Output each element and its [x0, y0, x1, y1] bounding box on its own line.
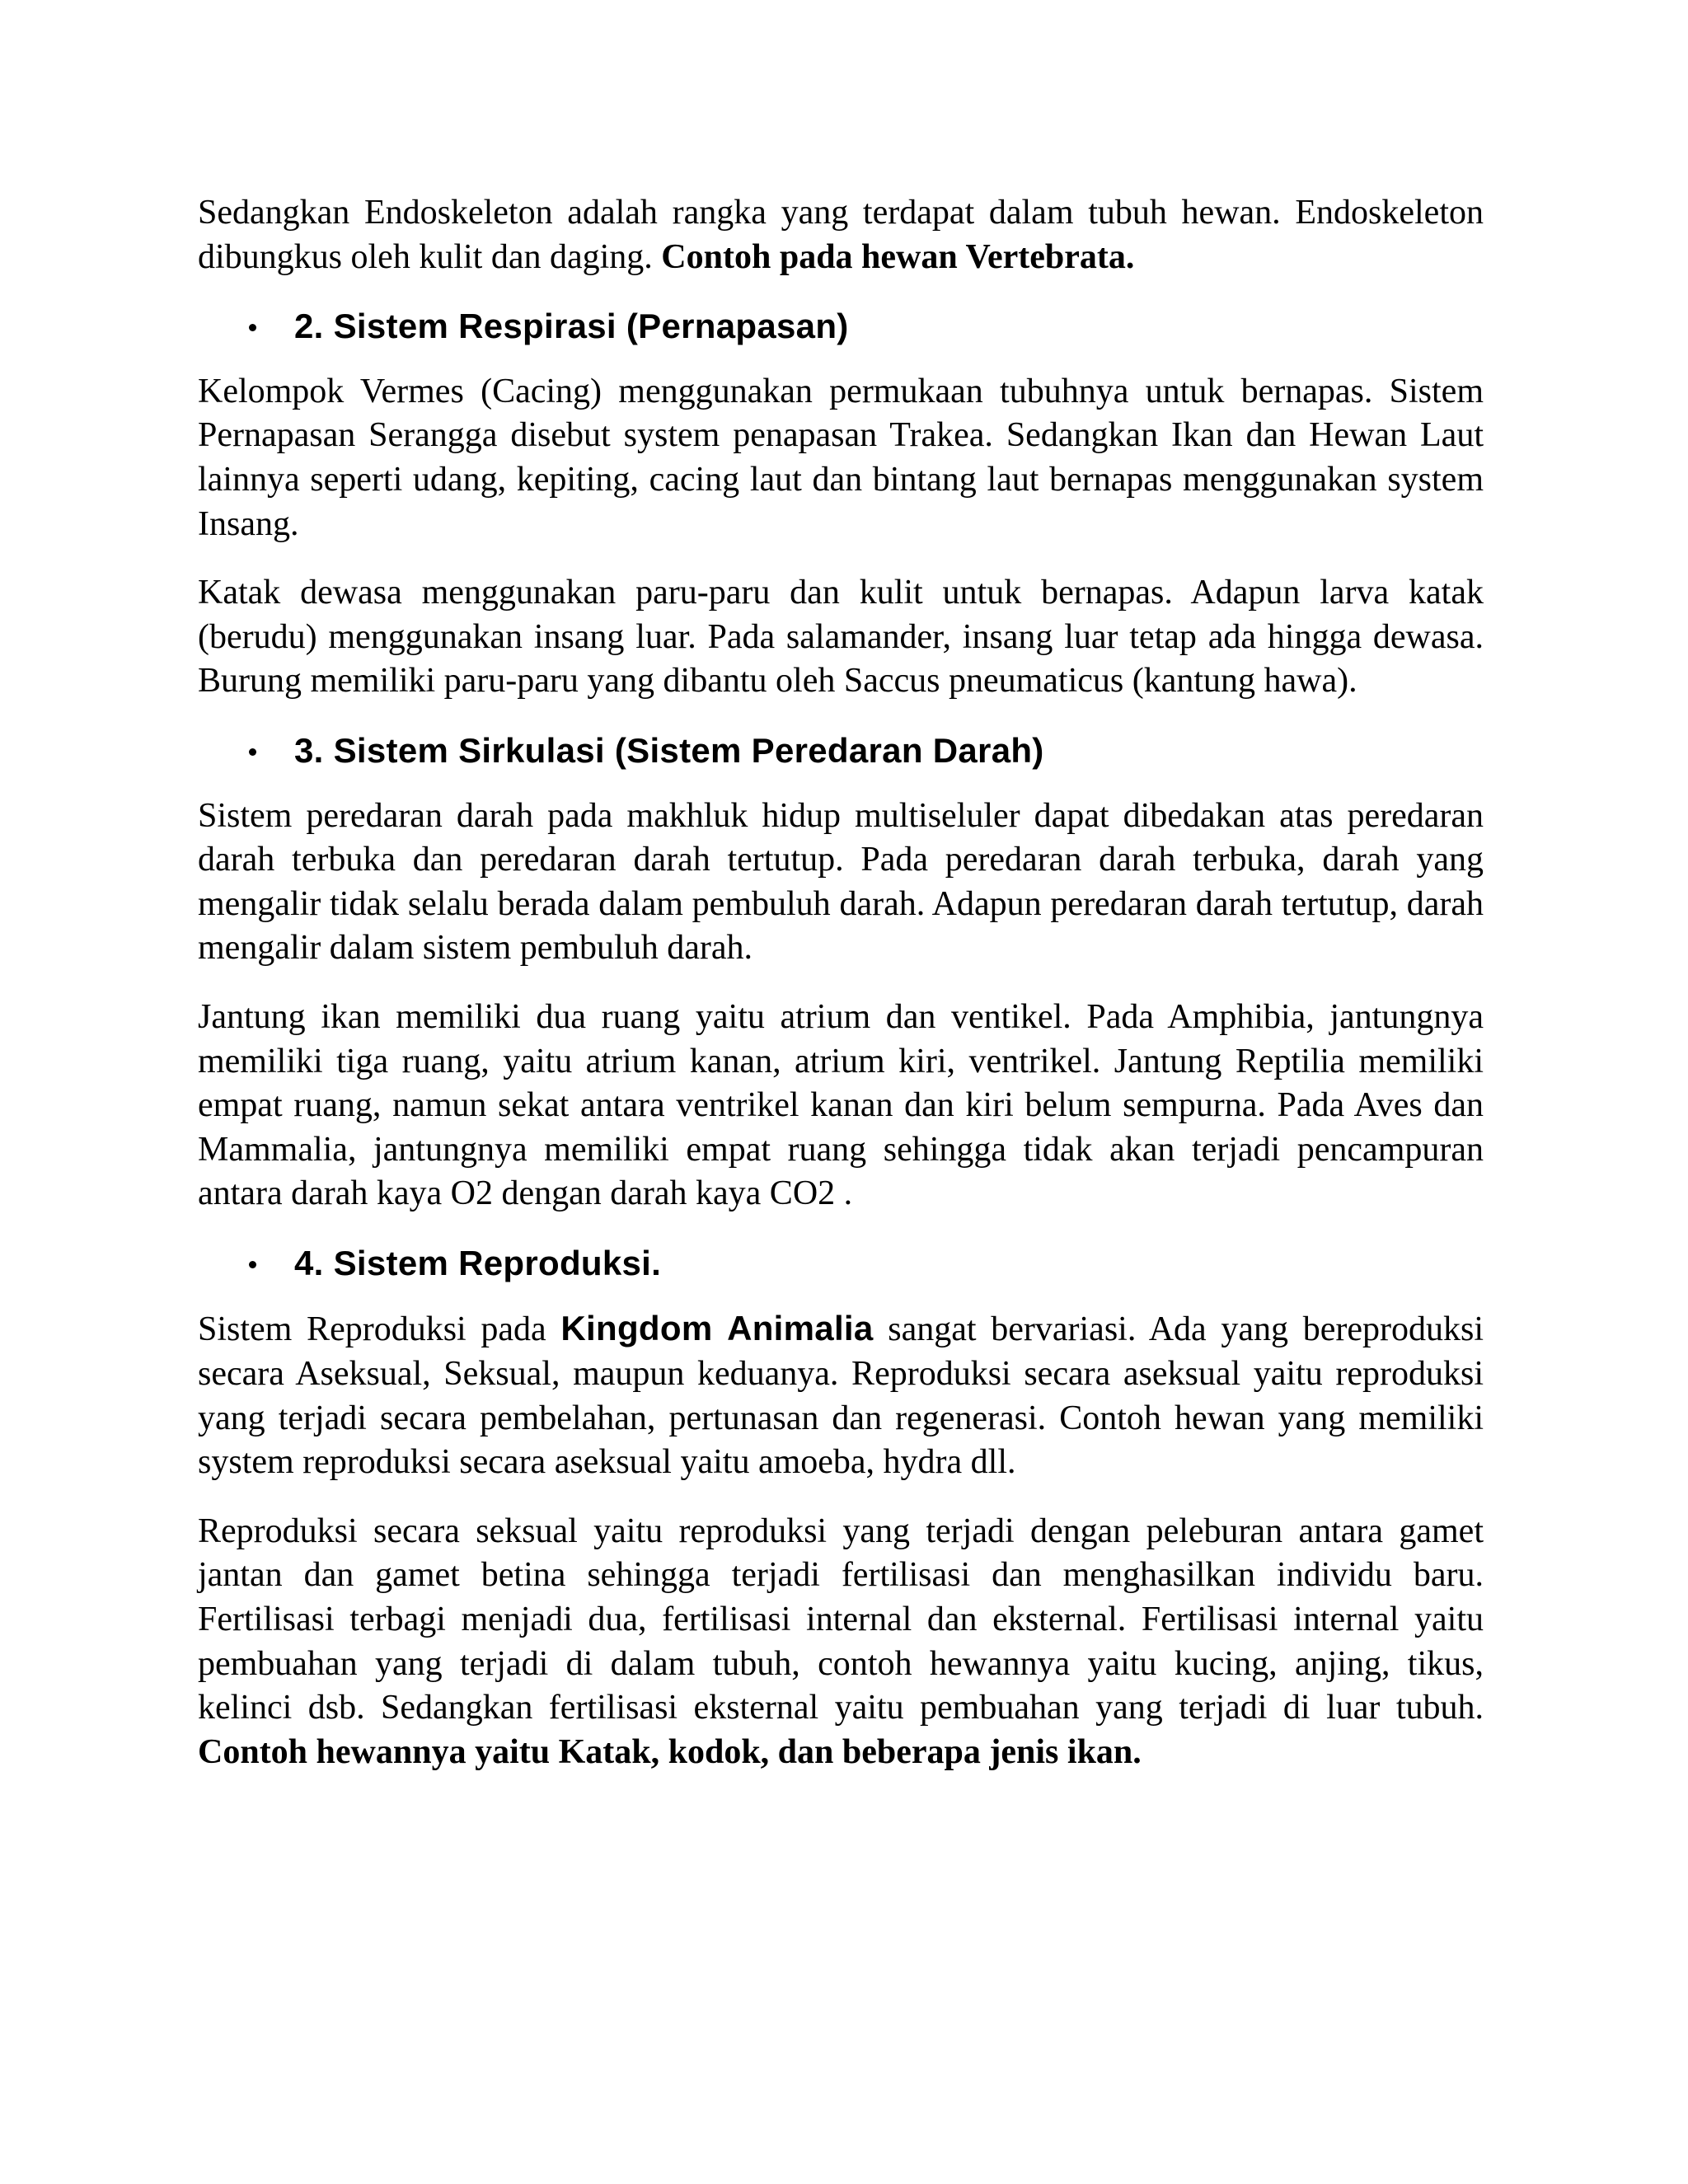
- reproduksi-text-pre: Sistem Reproduksi pada: [198, 1310, 561, 1349]
- paragraph-reproduksi-aseksual: [198, 1306, 1484, 1484]
- heading-sirkulasi: [198, 729, 1484, 773]
- bullet-icon: [249, 748, 256, 756]
- heading-respirasi-text: 2. Sistem Respirasi (Pernapasan): [294, 307, 849, 346]
- heading-sirkulasi-text: 3. Sistem Sirkulasi (Sistem Peredaran Darah): [294, 730, 1044, 770]
- heading-reproduksi-text: 4. Sistem Reproduksi.: [294, 1243, 662, 1282]
- document-page: [198, 191, 1484, 1799]
- paragraph-endoskeleton: [198, 191, 1484, 279]
- paragraph-respirasi-vermes: Kelompok Vermes (Cacing) menggunakan permukaan tubuhnya untuk bernapas. Sistem Pernapasan Serangga disebut system penapasan Trakea. Sedangkan Ikan dan Hewan Laut lainnya seperti udang, kepiting, cacing laut dan bintang laut bernapas menggunakan system Insang.: [198, 372, 1484, 543]
- seksual-text: Reproduksi secara seksual yaitu reproduksi yang terjadi dengan peleburan antara gamet jantan dan gamet betina sehingga terjadi fertilisasi dan menghasilkan individu baru. Fertilisasi terbagi menjadi dua, fertilisasi internal dan eksternal. Fertilisasi internal yaitu pembuahan yang terjadi di dalam tubuh, contoh hewannya yaitu kucing, anjing, tikus, kelinci dsb. Sedangkan fertilisasi eksternal yaitu pembuahan yang terjadi di luar tubuh.: [198, 1511, 1484, 1727]
- paragraph-sirkulasi: Sistem peredaran darah pada makhluk hidup multiseluler dapat dibedakan atas peredaran darah terbuka dan peredaran darah tertutup. Pada peredaran darah terbuka, darah yang mengalir tidak selalu berada dalam pembuluh darah. Adapun peredaran darah tertutup, darah mengalir dalam sistem pembuluh darah.: [198, 796, 1484, 968]
- heading-respirasi: [198, 304, 1484, 349]
- paragraph-respirasi-katak: Katak dewasa menggunakan paru-paru dan kulit untuk bernapas. Adapun larva katak (berudu) menggunakan insang luar. Pada salamander, insang luar tetap ada hingga dewasa. Burung memiliki paru-paru yang dibantu oleh Saccus pneumaticus (kantung hawa).: [198, 574, 1484, 701]
- endoskeleton-example-bold: Contoh pada hewan Vertebrata.: [661, 237, 1135, 276]
- kingdom-animalia-bold: Kingdom Animalia: [560, 1309, 874, 1348]
- bullet-icon: [249, 1261, 256, 1268]
- heading-reproduksi: [198, 1241, 1484, 1286]
- paragraph-reproduksi-seksual: [198, 1510, 1484, 1775]
- paragraph-jantung: Jantung ikan memiliki dua ruang yaitu atrium dan ventikel. Pada Amphibia, jantungnya memiliki tiga ruang, yaitu atrium kanan, atrium kiri, ventrikel. Jantung Reptilia memiliki empat ruang, namun sekat antara ventrikel kanan dan kiri belum sempurna. Pada Aves dan Mammalia, jantungnya memiliki empat ruang sehingga tidak akan terjadi pencampuran antara darah kaya O2 dengan darah kaya CO2 .: [198, 997, 1484, 1213]
- reproduksi-text-post: sangat bervariasi. Ada yang bereproduksi secara Aseksual, Seksual, maupun keduanya. Reproduksi secara aseksual yaitu reproduksi yang terjadi secara pembelahan, pertunasan dan regenerasi. Contoh hewan yang memiliki system reproduksi secara aseksual yaitu amoeba, hydra dll.: [198, 1310, 1484, 1482]
- seksual-example-bold: Contoh hewannya yaitu Katak, kodok, dan beberapa jenis ikan.: [198, 1732, 1142, 1771]
- endoskeleton-text: Sedangkan Endoskeleton adalah rangka yang terdapat dalam tubuh hewan. Endoskeleton dibungkus oleh kulit dan daging.: [198, 194, 1484, 276]
- bullet-icon: [249, 324, 256, 331]
